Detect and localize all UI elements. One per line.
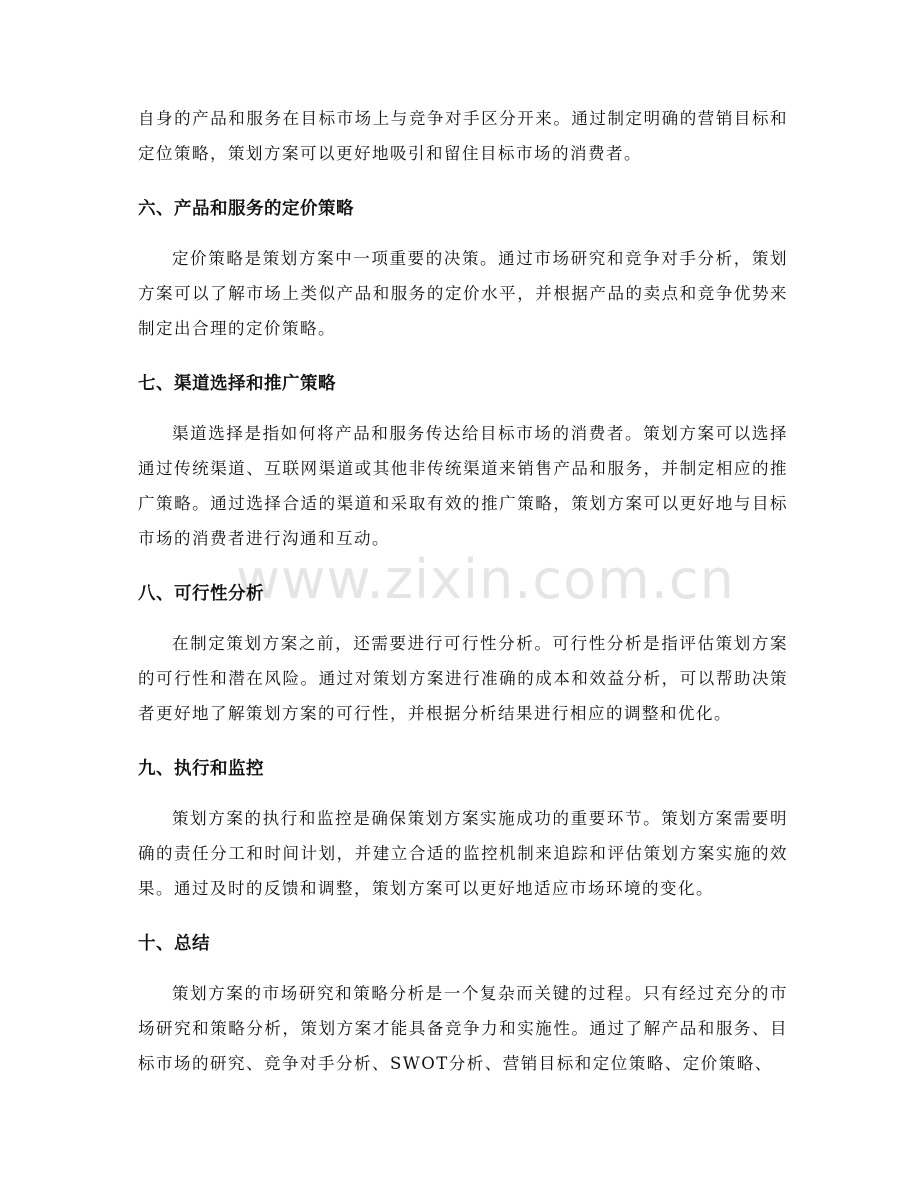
section-body-channels: 渠道选择是指如何将产品和服务传达给目标市场的消费者。策划方案可以选择通过传统渠道、互联网渠道或其他非传统渠道来销售产品和服务，并制定相应的推广策略。通过选择合适的渠道和采取有效的推广策略，策划方案可以更好地与目标市场的消费者进行沟通和互动。 — [138, 424, 788, 548]
section-title-channels: 七、渠道选择和推广策略 — [138, 374, 336, 394]
section-body-feasibility: 在制定策划方案之前，还需要进行可行性分析。可行性分析是指评估策划方案的可行性和潜在风险。通过对策划方案进行准确的成本和效益分析，可以帮助决策者更好地了解策划方案的可行性，并根据分析结果进行相应的调整和优化。 — [138, 634, 788, 723]
intro-paragraph: 自身的产品和服务在目标市场上与竞争对手区分开来。通过制定明确的营销目标和定位策略，策划方案可以更好地吸引和留住目标市场的消费者。 — [138, 109, 788, 163]
section-title-pricing: 六、产品和服务的定价策略 — [138, 199, 354, 219]
section-body-execution: 策划方案的执行和监控是确保策划方案实施成功的重要环节。策划方案需要明确的责任分工和时间计划，并建立合适的监控机制来追踪和评估策划方案实施的效果。通过及时的反馈和调整，策划方案可以更好地适应市场环境的变化。 — [138, 809, 788, 898]
section-title-summary: 十、总结 — [138, 934, 210, 954]
section-title-feasibility: 八、可行性分析 — [138, 584, 264, 604]
document-page — [138, 101, 788, 1081]
section-title-execution: 九、执行和监控 — [138, 759, 264, 779]
section-body-summary: 策划方案的市场研究和策略分析是一个复杂而关键的过程。只有经过充分的市场研究和策略分析，策划方案才能具备竞争力和实施性。通过了解产品和服务、目标市场的研究、竞争对手分析、SWOT分析、营销目标和定位策略、定价策略、 — [138, 984, 788, 1073]
section-body-pricing: 定价策略是策划方案中一项重要的决策。通过市场研究和竞争对手分析，策划方案可以了解市场上类似产品和服务的定价水平，并根据产品的卖点和竞争优势来制定出合理的定价策略。 — [138, 249, 788, 338]
watermark: www.zixin.com.cn — [236, 548, 735, 611]
